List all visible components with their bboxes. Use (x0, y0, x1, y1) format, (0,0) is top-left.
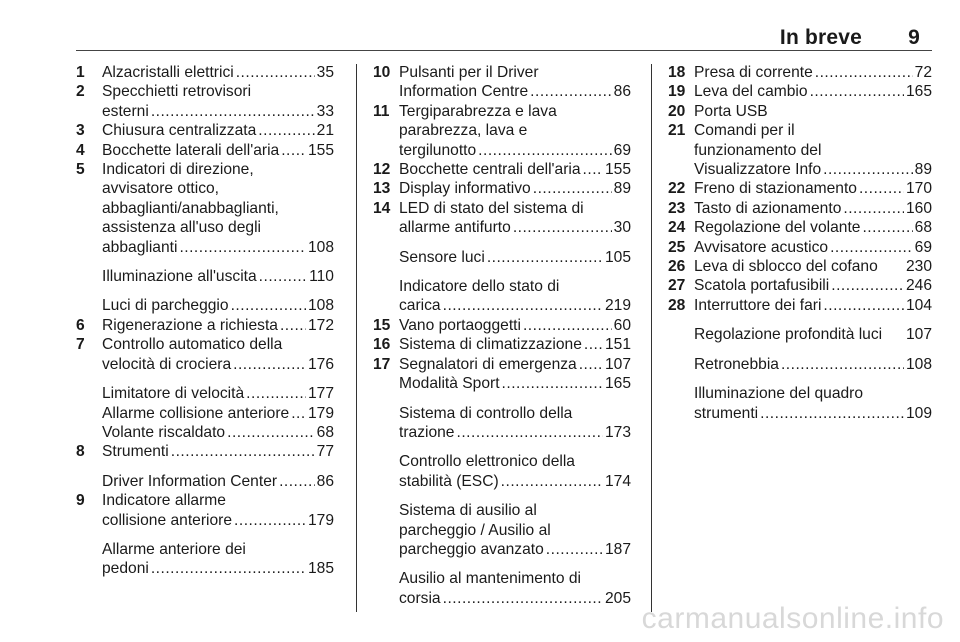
entry-text-line: parcheggio / Ausilio al (399, 521, 551, 539)
index-entry (668, 218, 932, 237)
page-reference[interactable]: 105 (604, 248, 631, 266)
entry-row (102, 63, 334, 82)
page-reference[interactable]: 155 (604, 161, 631, 179)
dot-leader (259, 267, 307, 286)
index-entry (668, 102, 932, 121)
entry-number: 18 (668, 64, 686, 81)
entry-number: 28 (668, 296, 686, 314)
entry-text-line: Illuminazione del quadro (694, 385, 864, 403)
entry-text-line: Pulsanti per il Driver (399, 64, 539, 81)
dot-leader (179, 238, 306, 257)
dot-leader (231, 296, 306, 315)
index-entry (668, 82, 932, 101)
dot-leader (171, 442, 315, 461)
dot-leader (456, 423, 602, 442)
index-column-2 (373, 63, 631, 608)
dot-leader (823, 160, 913, 179)
page-reference[interactable]: 69 (613, 141, 631, 159)
dot-leader (280, 316, 306, 335)
dot-leader (533, 179, 612, 198)
entry-label: Bocchette centrali dell'aria (399, 161, 581, 179)
page-header (40, 26, 920, 50)
entry-label: Modalità Sport (399, 375, 500, 393)
entry-row (399, 589, 631, 608)
entry-label: Sistema di climatizzazione (399, 336, 582, 354)
watermark: carmanualsonline.info (641, 602, 944, 635)
page-reference[interactable]: 77 (316, 443, 334, 461)
page-reference[interactable]: 107 (604, 355, 631, 373)
page-reference[interactable]: 68 (914, 219, 932, 237)
page-reference[interactable]: 155 (307, 141, 334, 159)
dot-leader (501, 472, 603, 491)
index-entry (76, 141, 334, 160)
dot-leader (502, 374, 603, 393)
entry-text-line: Sistema di ausilio al (399, 502, 537, 520)
entry-row (102, 472, 334, 491)
page-reference[interactable]: 89 (613, 180, 631, 198)
entry-label: Leva di sblocco del cofano (694, 258, 878, 276)
entry-label: Interruttore dei fari (694, 296, 822, 314)
dot-leader (781, 355, 904, 374)
entry-row (102, 238, 334, 257)
dot-leader (234, 511, 306, 530)
index-column-3 (668, 63, 932, 423)
entry-row (694, 404, 932, 423)
entry-label: strumenti (694, 404, 759, 422)
entry-number: 9 (76, 492, 85, 510)
dot-leader (583, 160, 603, 179)
index-entry (373, 355, 631, 374)
entry-label: Sensore luci (399, 248, 485, 266)
index-entry (668, 325, 932, 344)
dot-leader (291, 404, 306, 423)
entry-label: Leva del cambio (694, 83, 808, 101)
entry-text-line: Comandi per il (694, 122, 795, 140)
index-entry (373, 199, 631, 238)
entry-label: Porta USB (694, 102, 768, 120)
entry-label: parcheggio avanzato (399, 540, 544, 558)
index-entry (668, 199, 932, 218)
index-entry (76, 442, 334, 461)
entry-row (399, 423, 631, 442)
entry-number: 24 (668, 219, 686, 237)
entry-label: Segnalatori di emergenza (399, 355, 577, 373)
dot-leader (227, 423, 315, 442)
index-entry (76, 63, 334, 82)
entry-number: 14 (373, 199, 391, 217)
dot-leader (584, 335, 603, 354)
entry-label: Regolazione del volante (694, 219, 861, 237)
entry-text-line: Controllo automatico della (102, 336, 283, 354)
entry-text-line: Tergiparabrezza e lava (399, 102, 557, 120)
entry-row (102, 384, 334, 403)
entry-label: Vano portaoggetti (399, 316, 521, 334)
entry-label: Allarme collisione anteriore (102, 404, 290, 422)
page-reference[interactable]: 109 (905, 404, 932, 422)
entry-number: 16 (373, 336, 391, 354)
entry-label: Luci di parcheggio (102, 297, 229, 315)
entry-row (102, 559, 334, 578)
entry-label: Illuminazione all'uscita (102, 268, 257, 286)
entry-row (102, 423, 334, 442)
page-reference[interactable]: 33 (316, 102, 334, 120)
page-reference[interactable]: 170 (905, 180, 932, 198)
page-reference[interactable]: 108 (307, 238, 334, 256)
entry-number: 4 (76, 141, 85, 159)
entry-number: 8 (76, 443, 85, 461)
entry-number: 1 (76, 64, 85, 81)
entry-number: 21 (668, 122, 686, 140)
column-divider (356, 64, 357, 612)
dot-leader (151, 559, 306, 578)
index-entry (76, 121, 334, 140)
page-reference[interactable]: 86 (316, 472, 334, 490)
page-reference[interactable]: 172 (307, 316, 334, 334)
entry-number: 20 (668, 102, 686, 120)
entry-row (102, 511, 334, 530)
entry-label: Retronebbia (694, 355, 779, 373)
index-entry (668, 179, 932, 198)
entry-label: Presa di corrente (694, 64, 813, 81)
entry-number: 12 (373, 161, 391, 179)
page-reference[interactable]: 185 (307, 560, 334, 578)
dot-leader (810, 82, 904, 101)
entry-text-line: abbaglianti/anabbaglianti, (102, 199, 279, 217)
page-reference[interactable]: 173 (604, 423, 631, 441)
page-reference[interactable]: 160 (905, 199, 932, 217)
entry-label: stabilità (ESC) (399, 472, 499, 490)
entry-number: 25 (668, 238, 686, 256)
entry-label: Limitatore di velocità (102, 385, 245, 403)
index-entry (373, 501, 631, 559)
index-entry (668, 238, 932, 257)
entry-row (694, 179, 932, 198)
dot-leader (830, 238, 913, 257)
entry-number: 3 (76, 122, 85, 140)
index-entry (76, 384, 334, 403)
entry-text-line: Sistema di controllo della (399, 404, 573, 422)
index-entry (373, 404, 631, 443)
entry-label: velocità di crociera (102, 355, 232, 373)
dot-leader (513, 218, 612, 237)
index-entry (76, 160, 334, 257)
entry-label: Tasto di azionamento (694, 199, 842, 217)
entry-row (694, 238, 932, 257)
entry-text-line: funzionamento del (694, 141, 822, 159)
entry-label: abbaglianti (102, 238, 178, 256)
entry-row (102, 121, 334, 140)
page-reference[interactable]: 219 (604, 297, 631, 315)
page-reference[interactable]: 187 (604, 540, 631, 558)
entry-row (399, 82, 631, 101)
entry-number: 19 (668, 83, 686, 101)
entry-label: esterni (102, 102, 149, 120)
index-entry (373, 102, 631, 160)
entry-row (694, 276, 932, 295)
page-reference[interactable]: 179 (307, 404, 334, 422)
entry-row (399, 218, 631, 237)
entry-label: Chiusura centralizzata (102, 122, 257, 140)
dot-leader (823, 296, 904, 315)
index-entry (76, 472, 334, 491)
entry-label: Avvisatore acustico (694, 238, 829, 256)
entry-text-line: Specchietti retrovisori (102, 83, 252, 101)
entry-text-line: LED di stato del sistema di (399, 199, 584, 217)
index-entry (373, 179, 631, 198)
entry-label: tergilunotto (399, 141, 477, 159)
page-reference[interactable]: 104 (905, 296, 932, 314)
page-reference[interactable]: 165 (604, 375, 631, 393)
dot-leader (246, 384, 306, 403)
entry-row (399, 540, 631, 559)
entry-row (694, 82, 932, 101)
index-entry (76, 423, 334, 442)
entry-label: Bocchette laterali dell'aria (102, 141, 280, 159)
page-reference[interactable]: 230 (905, 258, 932, 276)
entry-text-line: Indicatori di direzione, (102, 161, 254, 179)
page-reference[interactable]: 72 (914, 64, 932, 81)
entry-text-line: Allarme anteriore dei (102, 540, 246, 558)
entry-row (102, 404, 334, 423)
entry-text-line: Controllo elettronico della (399, 453, 575, 471)
entry-row (694, 257, 932, 276)
dot-leader (443, 296, 603, 315)
page-number: 9 (908, 26, 920, 49)
dot-leader (281, 141, 306, 160)
dot-leader (530, 82, 611, 101)
index-entry (373, 316, 631, 335)
entry-label: Rigenerazione a richiesta (102, 316, 278, 334)
page-reference[interactable]: 110 (309, 268, 334, 286)
entry-label: trazione (399, 423, 455, 441)
entry-number: 13 (373, 180, 391, 198)
index-entry (76, 316, 334, 335)
page-reference[interactable]: 21 (316, 122, 334, 140)
page-reference[interactable]: 108 (905, 355, 932, 373)
entry-label: Freno di stazionamento (694, 180, 857, 198)
dot-leader (579, 355, 603, 374)
entry-number: 2 (76, 83, 85, 101)
index-entry (76, 82, 334, 121)
entry-row (102, 267, 334, 286)
entry-label: Scatola portafusibili (694, 277, 830, 295)
entry-row (399, 355, 631, 374)
page-reference[interactable]: 205 (604, 589, 631, 607)
dot-leader (478, 141, 611, 160)
page-reference[interactable]: 69 (914, 238, 932, 256)
entry-label: allarme antifurto (399, 219, 511, 237)
entry-number: 11 (373, 102, 390, 120)
index-entry (668, 384, 932, 423)
entry-number: 6 (76, 316, 85, 334)
header-rule (76, 50, 932, 51)
entry-row (102, 442, 334, 461)
dot-leader (279, 472, 315, 491)
index-entry (76, 335, 334, 374)
index-entry (668, 296, 932, 315)
entry-row (694, 218, 932, 237)
page-reference[interactable]: 179 (307, 511, 334, 529)
index-entry (76, 540, 334, 579)
entry-number: 10 (373, 64, 391, 81)
entry-row (399, 179, 631, 198)
index-entry (668, 276, 932, 295)
entry-row (399, 160, 631, 179)
dot-leader (258, 121, 314, 140)
column-divider (651, 64, 652, 612)
dot-leader (236, 63, 315, 82)
entry-label: collisione anteriore (102, 511, 233, 529)
index-entry (76, 491, 334, 530)
page-reference[interactable]: 86 (613, 83, 631, 101)
entry-text-line: avvisatore ottico, (102, 180, 220, 198)
entry-number: 26 (668, 258, 686, 276)
page-reference[interactable]: 30 (613, 219, 631, 237)
index-entry (76, 296, 334, 315)
entry-row (694, 355, 932, 374)
entry-row (102, 102, 334, 121)
dot-leader (862, 218, 912, 237)
entry-text-line: Ausilio al mantenimento di (399, 570, 582, 588)
entry-number: 15 (373, 316, 391, 334)
index-entry (668, 257, 932, 276)
entry-label: carica (399, 297, 441, 315)
entry-row (399, 472, 631, 491)
index-entry (373, 248, 631, 267)
entry-label: Display informativo (399, 180, 531, 198)
entry-number: 17 (373, 355, 391, 373)
index-entry (373, 277, 631, 316)
entry-row (102, 355, 334, 374)
entry-row (399, 296, 631, 315)
dot-leader (843, 199, 904, 218)
entry-text-line: assistenza all'uso degli (102, 219, 262, 237)
entry-row (694, 160, 932, 179)
entry-label: Information Centre (399, 83, 529, 101)
page-reference[interactable]: 151 (604, 336, 631, 354)
dot-leader (443, 589, 603, 608)
entry-label: pedoni (102, 560, 149, 578)
entry-row (102, 141, 334, 160)
page-reference[interactable]: 246 (905, 277, 932, 295)
entry-number: 5 (76, 161, 85, 179)
dot-leader (523, 316, 612, 335)
index-entry (373, 160, 631, 179)
index-column-1 (76, 63, 334, 579)
entry-text-line: Indicatore dello stato di (399, 278, 560, 296)
page-reference[interactable]: 177 (307, 385, 334, 403)
index-entry (373, 452, 631, 491)
index-entry (373, 374, 631, 393)
dot-leader (760, 404, 904, 423)
entry-row (102, 316, 334, 335)
index-entry (373, 569, 631, 608)
page-reference[interactable]: 165 (905, 83, 932, 101)
entry-text-line: Indicatore allarme (102, 492, 226, 510)
entry-row (694, 325, 932, 344)
dot-leader (487, 248, 603, 267)
entry-row (102, 296, 334, 315)
dot-leader (831, 276, 904, 295)
entry-label: Driver Information Center (102, 472, 278, 490)
entry-row (694, 63, 932, 82)
page-reference[interactable]: 107 (905, 326, 932, 344)
entry-row (399, 374, 631, 393)
entry-row (694, 199, 932, 218)
page-reference[interactable]: 89 (914, 161, 932, 179)
index-entry (668, 63, 932, 82)
entry-label: Volante riscaldato (102, 423, 226, 441)
entry-text-line: parabrezza, lava e (399, 122, 528, 140)
index-entry (76, 267, 334, 286)
index-entry (373, 335, 631, 354)
dot-leader (151, 102, 315, 121)
entry-number: 27 (668, 277, 686, 295)
page-reference[interactable]: 35 (316, 64, 334, 81)
page-reference[interactable]: 60 (613, 316, 631, 334)
entry-number: 23 (668, 199, 686, 217)
entry-label: Visualizzatore Info (694, 161, 822, 179)
page-reference[interactable]: 108 (307, 297, 334, 315)
entry-label: Alzacristalli elettrici (102, 64, 234, 81)
page-reference[interactable]: 68 (316, 423, 334, 441)
dot-leader (815, 63, 913, 82)
page-title: In breve (779, 26, 863, 49)
entry-number: 22 (668, 180, 686, 198)
entry-row (399, 141, 631, 160)
page-reference[interactable]: 176 (307, 355, 334, 373)
dot-leader (233, 355, 306, 374)
dot-leader (859, 179, 904, 198)
entry-row (399, 248, 631, 267)
entry-number: 7 (76, 336, 85, 354)
entry-label: Strumenti (102, 443, 169, 461)
page-reference[interactable]: 174 (604, 472, 631, 490)
index-entry (668, 355, 932, 374)
dot-leader (546, 540, 603, 559)
entry-label: corsia (399, 589, 441, 607)
entry-row (694, 102, 932, 121)
index-entry (373, 63, 631, 102)
entry-row (694, 296, 932, 315)
entry-label: Regolazione profondità luci (694, 326, 883, 344)
index-entry (668, 121, 932, 179)
entry-row (399, 316, 631, 335)
index-entry (76, 404, 334, 423)
entry-row (399, 335, 631, 354)
